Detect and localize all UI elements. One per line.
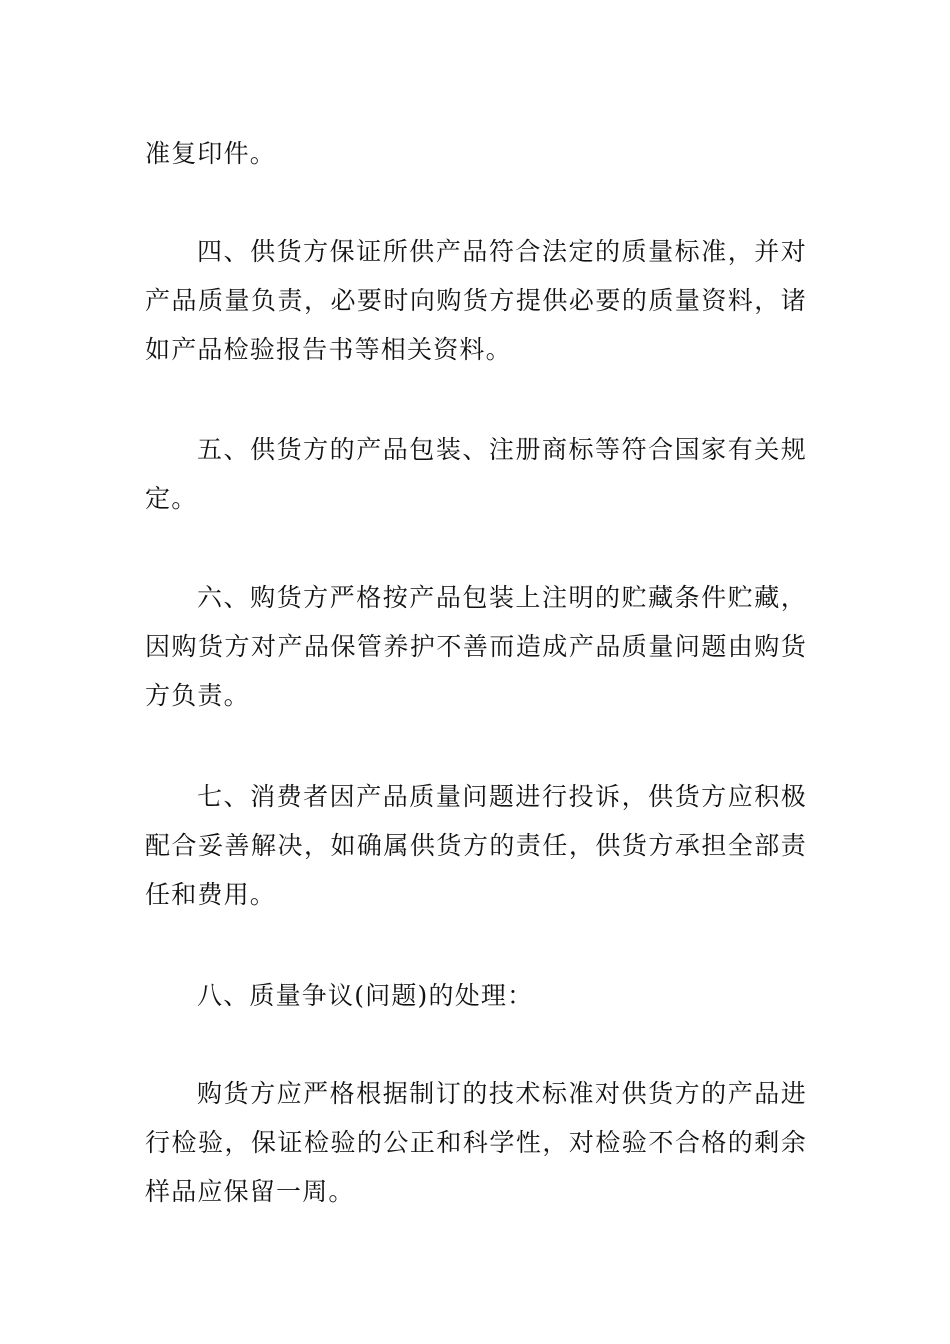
paragraph-clause-4: 四、供货方保证所供产品符合法定的质量标准，并对产品质量负责，必要时向购货方提供必要的质量资料，诸如产品检验报告书等相关资料。 (145, 237, 807, 364)
paragraph-clause-8-heading: 八、质量争议(问题)的处理： (197, 981, 534, 1010)
paragraph-clause-6: 六、购货方严格按产品包装上注明的贮藏条件贮藏，因购货方对产品保管养护不善而造成产品质量问题由购货方负责。 (145, 583, 807, 710)
paragraph-clause-5: 五、供货方的产品包装、注册商标等符合国家有关规定。 (145, 435, 807, 513)
paragraph-clause-8-body: 购货方应严格根据制订的技术标准对供货方的产品进行检验，保证检验的公正和科学性，对检验不合格的剩余样品应保留一周。 (145, 1079, 807, 1206)
paragraph-continuation: 准复印件。 (145, 139, 277, 168)
paragraph-clause-7: 七、消费者因产品质量问题进行投诉，供货方应积极配合妥善解决，如确属供货方的责任，供货方承担全部责任和费用。 (145, 782, 807, 909)
